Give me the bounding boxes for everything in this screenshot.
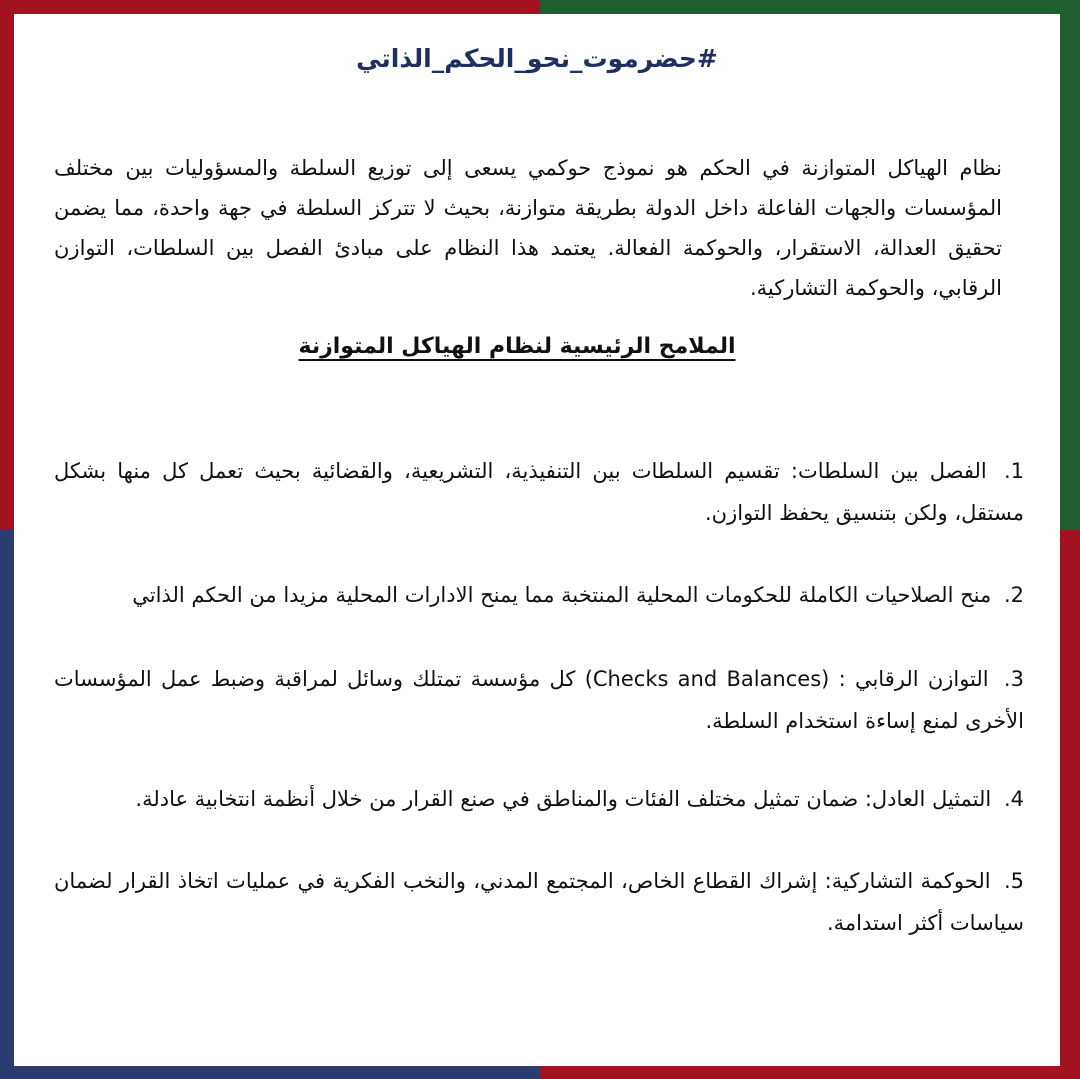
list-item: [54, 860, 1024, 944]
item-text-part-b: كل مؤسسة تمتلك وسائل لمراقبة وضبط عمل المؤسسات الأخرى لمنع إساءة استخدام السلطة.: [54, 667, 1024, 733]
item-text: الفصل بين السلطات: تقسيم السلطات بين التنفيذية، التشريعية، والقضائية بحيث تعمل كل منها بشكل مستقل، ولكن بتنسيق يحفظ التوازن.: [54, 459, 1024, 525]
item-text: الحوكمة التشاركية: إشراك القطاع الخاص، المجتمع المدني، والنخب الفكرية في عمليات اتخاذ القرار لضمان سياسات أكثر استدامة.: [54, 869, 1024, 935]
item-text: التمثيل العادل: ضمان تمثيل مختلف الفئات والمناطق في صنع القرار من خلال أنظمة انتخابية عادلة.: [135, 787, 992, 811]
item-number: 2.: [1003, 583, 1024, 607]
item-text-part-a: التوازن الرقابي :: [838, 667, 989, 691]
list-item: [54, 574, 1024, 616]
item-number: 4.: [1003, 787, 1024, 811]
item-text: منح الصلاحيات الكاملة للحكومات المحلية المنتخبة مما يمنح الادارات المحلية مزيدا من الحكم الذاتي: [132, 583, 992, 607]
list-item: [54, 778, 1024, 820]
item-number: 1.: [1003, 459, 1024, 483]
section-subtitle-text: الملامح الرئيسية لنظام الهياكل المتوازنة: [298, 334, 736, 359]
content-panel: [14, 14, 1060, 1066]
intro-paragraph: نظام الهياكل المتوازنة في الحكم هو نموذج حوكمي يسعى إلى توزيع السلطة والمسؤوليات بين مختلف المؤسسات والجهات الفاعلة داخل الدولة بطريقة متوازنة، بحيث لا تتركز السلطة في جهة واحدة، مما يضمن تحقيق العدالة، الاستقرار، والحوكمة الفعالة. يعتمد هذا النظام على مبادئ الفصل بين السلطات، التوازن الرقابي، والحوكمة التشاركية.: [54, 156, 1002, 300]
list-item: [54, 658, 1024, 742]
item-number: 3.: [1003, 667, 1024, 691]
section-subtitle: [14, 334, 1020, 359]
hashtag-title: #حضرموت_نحو_الحكم_الذاتي: [356, 44, 718, 73]
item-text-english: (Checks and Balances): [584, 667, 830, 691]
list-item: [54, 450, 1024, 534]
item-number: 5.: [1003, 869, 1024, 893]
